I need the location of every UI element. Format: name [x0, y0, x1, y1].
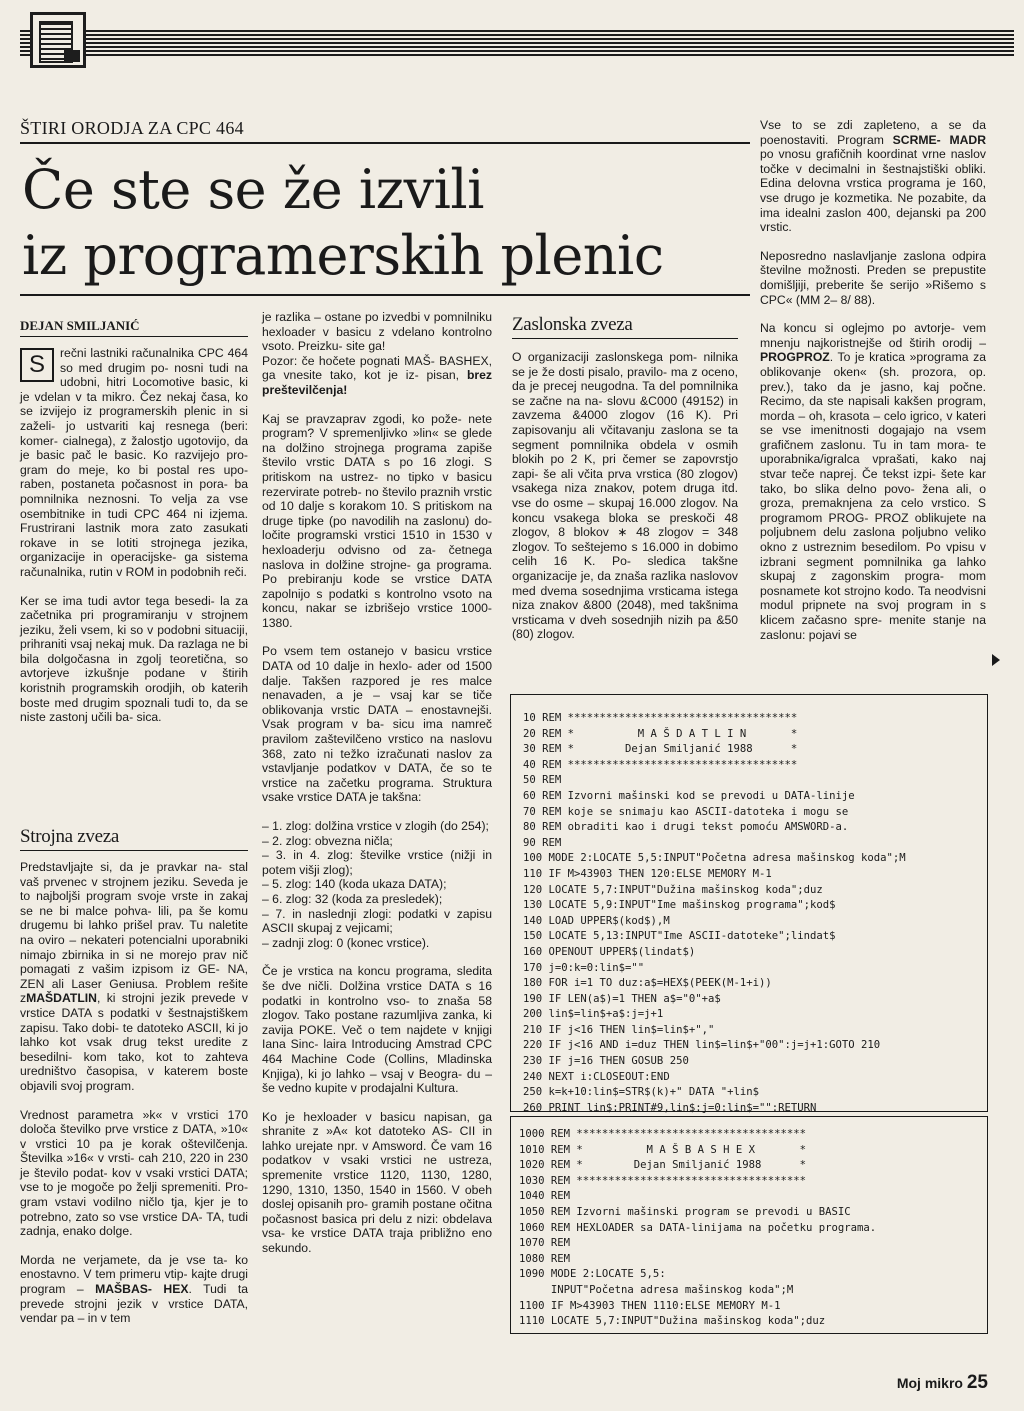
- text: . To je kratica »programa za oblikovanje oken« (sh. prozora, op. prev.), tako da je jasno, kaj počne. Recimo, da ste napisali kakšen program, morda – oh, krasota – celo igrico, v kateri se vse imenitnosti dogajajo na vsem grafičnem zaslonu. Tu in tam mora- te uporabnika/igralca vprašati, kako naj stvar teče naprej. Če tekst izpi- šete kar tako, bo slika delno povo- žena ali, o groza, premaknjena za celo vrstico. S programom PROG- PROZ oblikujete na poljubnem delu zaslona poljubno veliko okno z ustreznim besedilom. Po vpisu v izbrani segment pomnilnika ga lahko skupaj z zagonskim progra- mom posnamete kot strojno kodo. Ta neodvisni modul pripnete na svoj program in s klicem začasno spre- menite stanje na zaslonu: pojavi se: [760, 350, 986, 642]
- list-item: – 3. in 4. zlog: številke vrstice (nižji in potem višji zlog);: [262, 848, 492, 877]
- series-title: ŠTIRI ORODJA ZA CPC 464: [20, 118, 244, 138]
- heading-rule: [512, 338, 738, 339]
- column-4: [760, 118, 986, 642]
- list-item: – 6. zlog: 32 (koda za presledek);: [262, 891, 443, 906]
- author-rule: [20, 336, 248, 337]
- program-name: PROGPROZ: [760, 350, 830, 365]
- paragraph: Po vsem tem ostanejo v basicu vrstice DATA od 10 dalje in hexlo- ader od 1500 dalje. Takšen razpored je res malce nenavaden, a je – vsaj kar se tiče oblikovanja vrstic DATA – enostavnejši. Vsak program v ba- sicu ima namreč pravilom zaštevilčeno vrstico na naslovu 368, zato ni težko izračunati naslov za vstavljanje podatkov v DATA, če so te vrstice na začetku programa. Struktura vsake vrstice DATA je takšna:: [262, 644, 492, 805]
- page-footer: [897, 1372, 988, 1394]
- paragraph: je razlika – ostane po izvedbi v pomnilniku hexloader v basicu z vdelano kontrolno vsoto. Preizku- site ga!: [262, 310, 492, 354]
- emphasis: brez preštevilčenja!: [262, 368, 492, 397]
- paragraph: Neposredno naslavljanje zaslona odpira številne možnosti. Preden se prepustite domišljiji, preberite še serijo »Rišemo s CPC« (MM 2– 8/ 88).: [760, 248, 986, 307]
- text: Vse to se zdi zapleteno, a se da poenostaviti. Program: [760, 118, 986, 147]
- list-item: – 1. zlog: dolžina vrstice v zlogih (do 254);: [262, 819, 489, 833]
- column-1: [20, 346, 248, 725]
- list-item: – 7. in naslednji zlogi: podatki v zapisu ASCII skupaj z vejicami;: [262, 906, 492, 936]
- text: po vnosu grafičnih koordinat vrne naslov točke v decimalni in šestnajstiški obliki. Edina delovna vrstica programa je 160, vse drugo je kozmetika. Ne pozabite, da ima idealni zaslon 400, dejanski pa 200 vrstic.: [760, 147, 986, 235]
- headline-rule: [20, 294, 750, 296]
- program-name: MAŠDATLIN: [26, 991, 97, 1006]
- column-2: [262, 310, 492, 1256]
- page-number: 25: [966, 1372, 988, 1393]
- paragraph: Ker se ima tudi avtor tega besedi- la za začetnika pri programiranju v strojnem jeziku, želi vsem, ki so v podobni situaciji, prihraniti vsaj nekaj muk. Da razlaga ne bi bila dolgočasna in zgolj teoretična, so avtorjeve izkušnje podane v štirih koristnih programskih orodjih, ob katerih boste med drugim spoznali tudi to, da se niste zastonj učili ba- sica.: [20, 593, 248, 725]
- paragraph: Če je vrstica na koncu programa, sledita še dve ničli. Dolžina vrstice DATA s 16 podatki in kontrolno vso- to znaša 58 zlogov. Tako postane razumljiva zanka, ki zavija POKE. Več o tem najdete v knjigi Iana Sinc- laira Introducing Amstrad CPC 464 Machine Code (Collins, Mladinska Knjiga), ki jo lahko – vsaj v Beogra- du – še vedno kupite v prodajalni Kultura.: [262, 964, 492, 1096]
- paragraph: Vrednost parametra »k« v vrstici 170 določa številko prve vrstice z DATA, »10« v vrstici 10 pa je korak oštevilčenja. Številka »16« v vrsti- cah 210, 220 in 230 je število podat- kov v vsaki vrstici DATA; vse to je mogoče po želji spremeniti. Pro- gram vstavi vodilno ničlo tja, kjer je to potrebno, zato so vse vrstice DA- TA, tudi zadnja, enako dolge.: [20, 1107, 248, 1239]
- list-item: – 2. zlog: obvezna ničla;: [262, 833, 393, 848]
- magazine-logo-icon: [30, 12, 86, 68]
- program-name: SCRME- MADR: [892, 132, 986, 147]
- author-name: DEJAN SMILJANIĆ: [20, 318, 140, 333]
- text: Pozor: če hočete pognati MAŠ- BASHEX, ga vnesite tako, kot je iz- pisan,: [262, 353, 492, 383]
- paragraph: O organizaciji zaslonskega pom- nilnika se je že dosti pisalo, pravilo- ma z oceno, da je precej neugodna. Ta del pomnilnika se začne na na- slovu &C000 (49152) in zavzema &4000 zlogov (16 K). Pri zapisovanju ali včitavanju zaslona se ta segment pomnilnika obdela v osmih blokih po 2 K, pri čemer se zapovrstjo zapi- še ali včita prva vrstica (80 zlogov) vsakega niza znakov, potem druga itd. vse do osme – skupaj 16.000 zlogov. Na koncu vsakega bloka se preskoči 48 zlogov, 8 blokov ∗ 48 zlogov = 348 zlogov. To seštejemo s 16.000 in dobimo celih 16 K. Po- sledica takšne organizacije je, da znaša razlika naslovov med dvema sosednjima vrsticama istega niza znakov &800 (2048), med takšnima vrsticama v dveh sosednjih nizih pa &50 (80) zlogov.: [512, 350, 738, 642]
- code-listing: 1000 REM ************************************ 1010 REM * M A Š B A S H E X * 1020 REM * Dejan Smiljanić 1988 * 1030 REM ************************************ 1040 REM 1050 REM Izvorni mašinski program se prevodi u BASIC 1060 REM HEXLOADER sa DATA-linijama na početku programa. 1070 REM 1080 REM 1090 MODE 2:LOCATE 5,5: INPUT"Početna adresa mašinskog koda";M 1100 IF M>43903 THEN 1110:ELSE MEMORY M-1 1110 LOCATE 5,7:INPUT"Dužina mašinskog koda";duz: [519, 1128, 877, 1328]
- paragraph: Kaj se pravzaprav zgodi, ko pože- nete program? V spremenljivko »lin« se glede na dolžino strojnega programa zapiše število vrstic DATA s po 16 zlogi. S pritiskom na ustrez- no tipko v basicu rezervirate potreb- no število praznih vrstic od 10 dalje s korakom 10. S pritiskom na druge tipke (po navodilih na zaslonu) do- ločite programski vrstici 1510 in 1530 v hexloaderju odvisno od za- četnega naslova in dolžine strojne- ga programa. Po prebiranju kode se vrstice DATA zapolnijo s podatki s kontrolno vsoto na koncu, nakar se izbrišejo vrstice 1000-1380.: [262, 411, 492, 630]
- text: , ki strojni jezik prevede v vrstice DATA s podatki v šestnajstiškem zapisu. Tako dobi- te datoteko ASCII, ki jo lahko kot vsak drug tekst uredite z besedilni- kom tako, kot to zahteva uredništvo časopisa, v katerem boste objavili svoj program.: [20, 991, 248, 1093]
- text: Predstavljajte si, da je pravkar na- stal vaš prvenec v strojnem jeziku. Seveda je to najboljši program svoje vrste in zakaj se ne bi malce pohva- lili, pa še komu drugemu bi lahko prišel prav. Tu naletite na oviro – nekateri potencialni uporabniki nimajo zbirnika in si ne morejo prav nič pomagati z vašim izpisom iz GE- NA, ZEN ali Laser Geniusa. Problem rešite z: [20, 860, 248, 1006]
- text: . Tudi ta prevede strojni jezik v vrstice DATA, vendar pa – in v tem: [20, 1282, 249, 1326]
- headline-line-2: iz programerskih plenic: [22, 224, 664, 287]
- series-rule: [20, 142, 750, 144]
- paragraph: rečni lastniki računalnika CPC 464 so med drugim po- nosni tudi na udobni, hitri Locomotive basic, ki je vdelan v ta mikro. Čez nekaj časa, ko se izvijejo iz programerskih plenic in si zaželi- jo ustvariti kaj resnega (beri: komer- cialnega), z žalostjo ugotovijo, da je basic pač le basic. Ko razvijejo pro- gram do meje, ko bi postal res upo- raben, postaneta počasnost in pora- ba pomnilnika neznosni. To velja za vse osembitnike in tudi CPC 464 ni izjema. Frustrirani lastnik mora zato zasukati rokave in se lotiti strojnega jezika, organizacije in operacijske- ga sistema računalnika, rutin v ROM in podobnih reči.: [20, 346, 248, 579]
- headline-line-1: Če ste se že izvili: [22, 158, 484, 221]
- program-name: MAŠBAS- HEX: [95, 1282, 189, 1297]
- list-item: – 5. zlog: 140 (koda ukaza DATA);: [262, 877, 447, 892]
- column-3: [512, 350, 738, 642]
- continue-arrow-icon: [992, 654, 1000, 666]
- code-listing: 10 REM ************************************ 20 REM * M A Š D A T L I N * 30 REM * Dejan Smiljanić 1988 * 40 REM ************************************ 50 REM 60 REM Izvorni mašinski kod se prevodi u DATA-linije 70 REM koje se snimaju kao ASCII-datoteka i mogu se 80 REM obraditi kao i drugi tekst pomoću AMSWORD-a. 90 REM 100 MODE 2:LOCATE 5,5:INPUT"Početna adresa mašinskog koda";M 110 IF M>43903 THEN 120:ELSE MEMORY M-1 120 LOCATE 5,7:INPUT"Dužina mašinskog koda";duz 130 LOCATE 5,9:INPUT"Ime mašinskog programa";kod$ 140 LOAD UPPER$(kod$),M 150 LOCATE 5,13:INPUT"Ime ASCII-datoteke";lindat$ 160 OPENOUT UPPER$(lindat$) 170 j=0:k=0:lin$="" 180 FOR i=1 TO duz:a$=HEX$(PEEK(M-1+i)) 190 IF LEN(a$)=1 THEN a$="0"+a$ 200 lin$=lin$+a$:j=j+1 210 IF j<16 THEN lin$=lin$+"," 220 IF j<16 AND i=duz THEN lin$=lin$+"00":j=j+1:GOTO 210 230 IF j=16 THEN GOSUB 250 240 NEXT i:CLOSEOUT:END 250 k=k+10:lin$=STR$(k)+" DATA "+lin$ 260 PRINT lin$:PRINT#9,lin$:j=0:lin$="":RETURN: [523, 712, 906, 1114]
- section-heading-strojna-zveza: Strojna zveza: [20, 826, 119, 847]
- list-item: – zadnji zlog: 0 (konec vrstice).: [262, 935, 430, 950]
- paragraph: Ko je hexloader v basicu napisan, ga shranite z »A« kot datoteko AS- CII in lahko urejate npr. v Amsword. Če vam 16 podatkov v vsaki vrstici ne ustreza, spremenite vrstice 1120, 1130, 1280, 1290, 1310, 1350, 1540 in 1560. V obeh doslej opisanih pro- gramih postane očitna počasnost basica pri delu z nizi: obdelava vsa- ke vrstice DATA traja približno eno sekundo.: [262, 1109, 492, 1256]
- column-1b: [20, 860, 248, 1326]
- section-heading-zaslonska-zveza: Zaslonska zveza: [512, 314, 633, 335]
- header-stripe: [20, 30, 1014, 58]
- drop-cap: S: [20, 348, 54, 382]
- magazine-name: Moj mikro: [896, 1375, 963, 1391]
- text: Morda ne verjamete, da je vse ta- ko enostavno. V tem primeru vtip- kajte drugi program –: [20, 1252, 248, 1297]
- listing-masdatlin: [510, 694, 988, 1112]
- text: Na koncu si oglejmo po avtorje- vem mnenju najkoristnejše od štirih orodij –: [760, 321, 986, 350]
- heading-rule: [20, 850, 248, 851]
- listing-masbashex: [510, 1116, 988, 1334]
